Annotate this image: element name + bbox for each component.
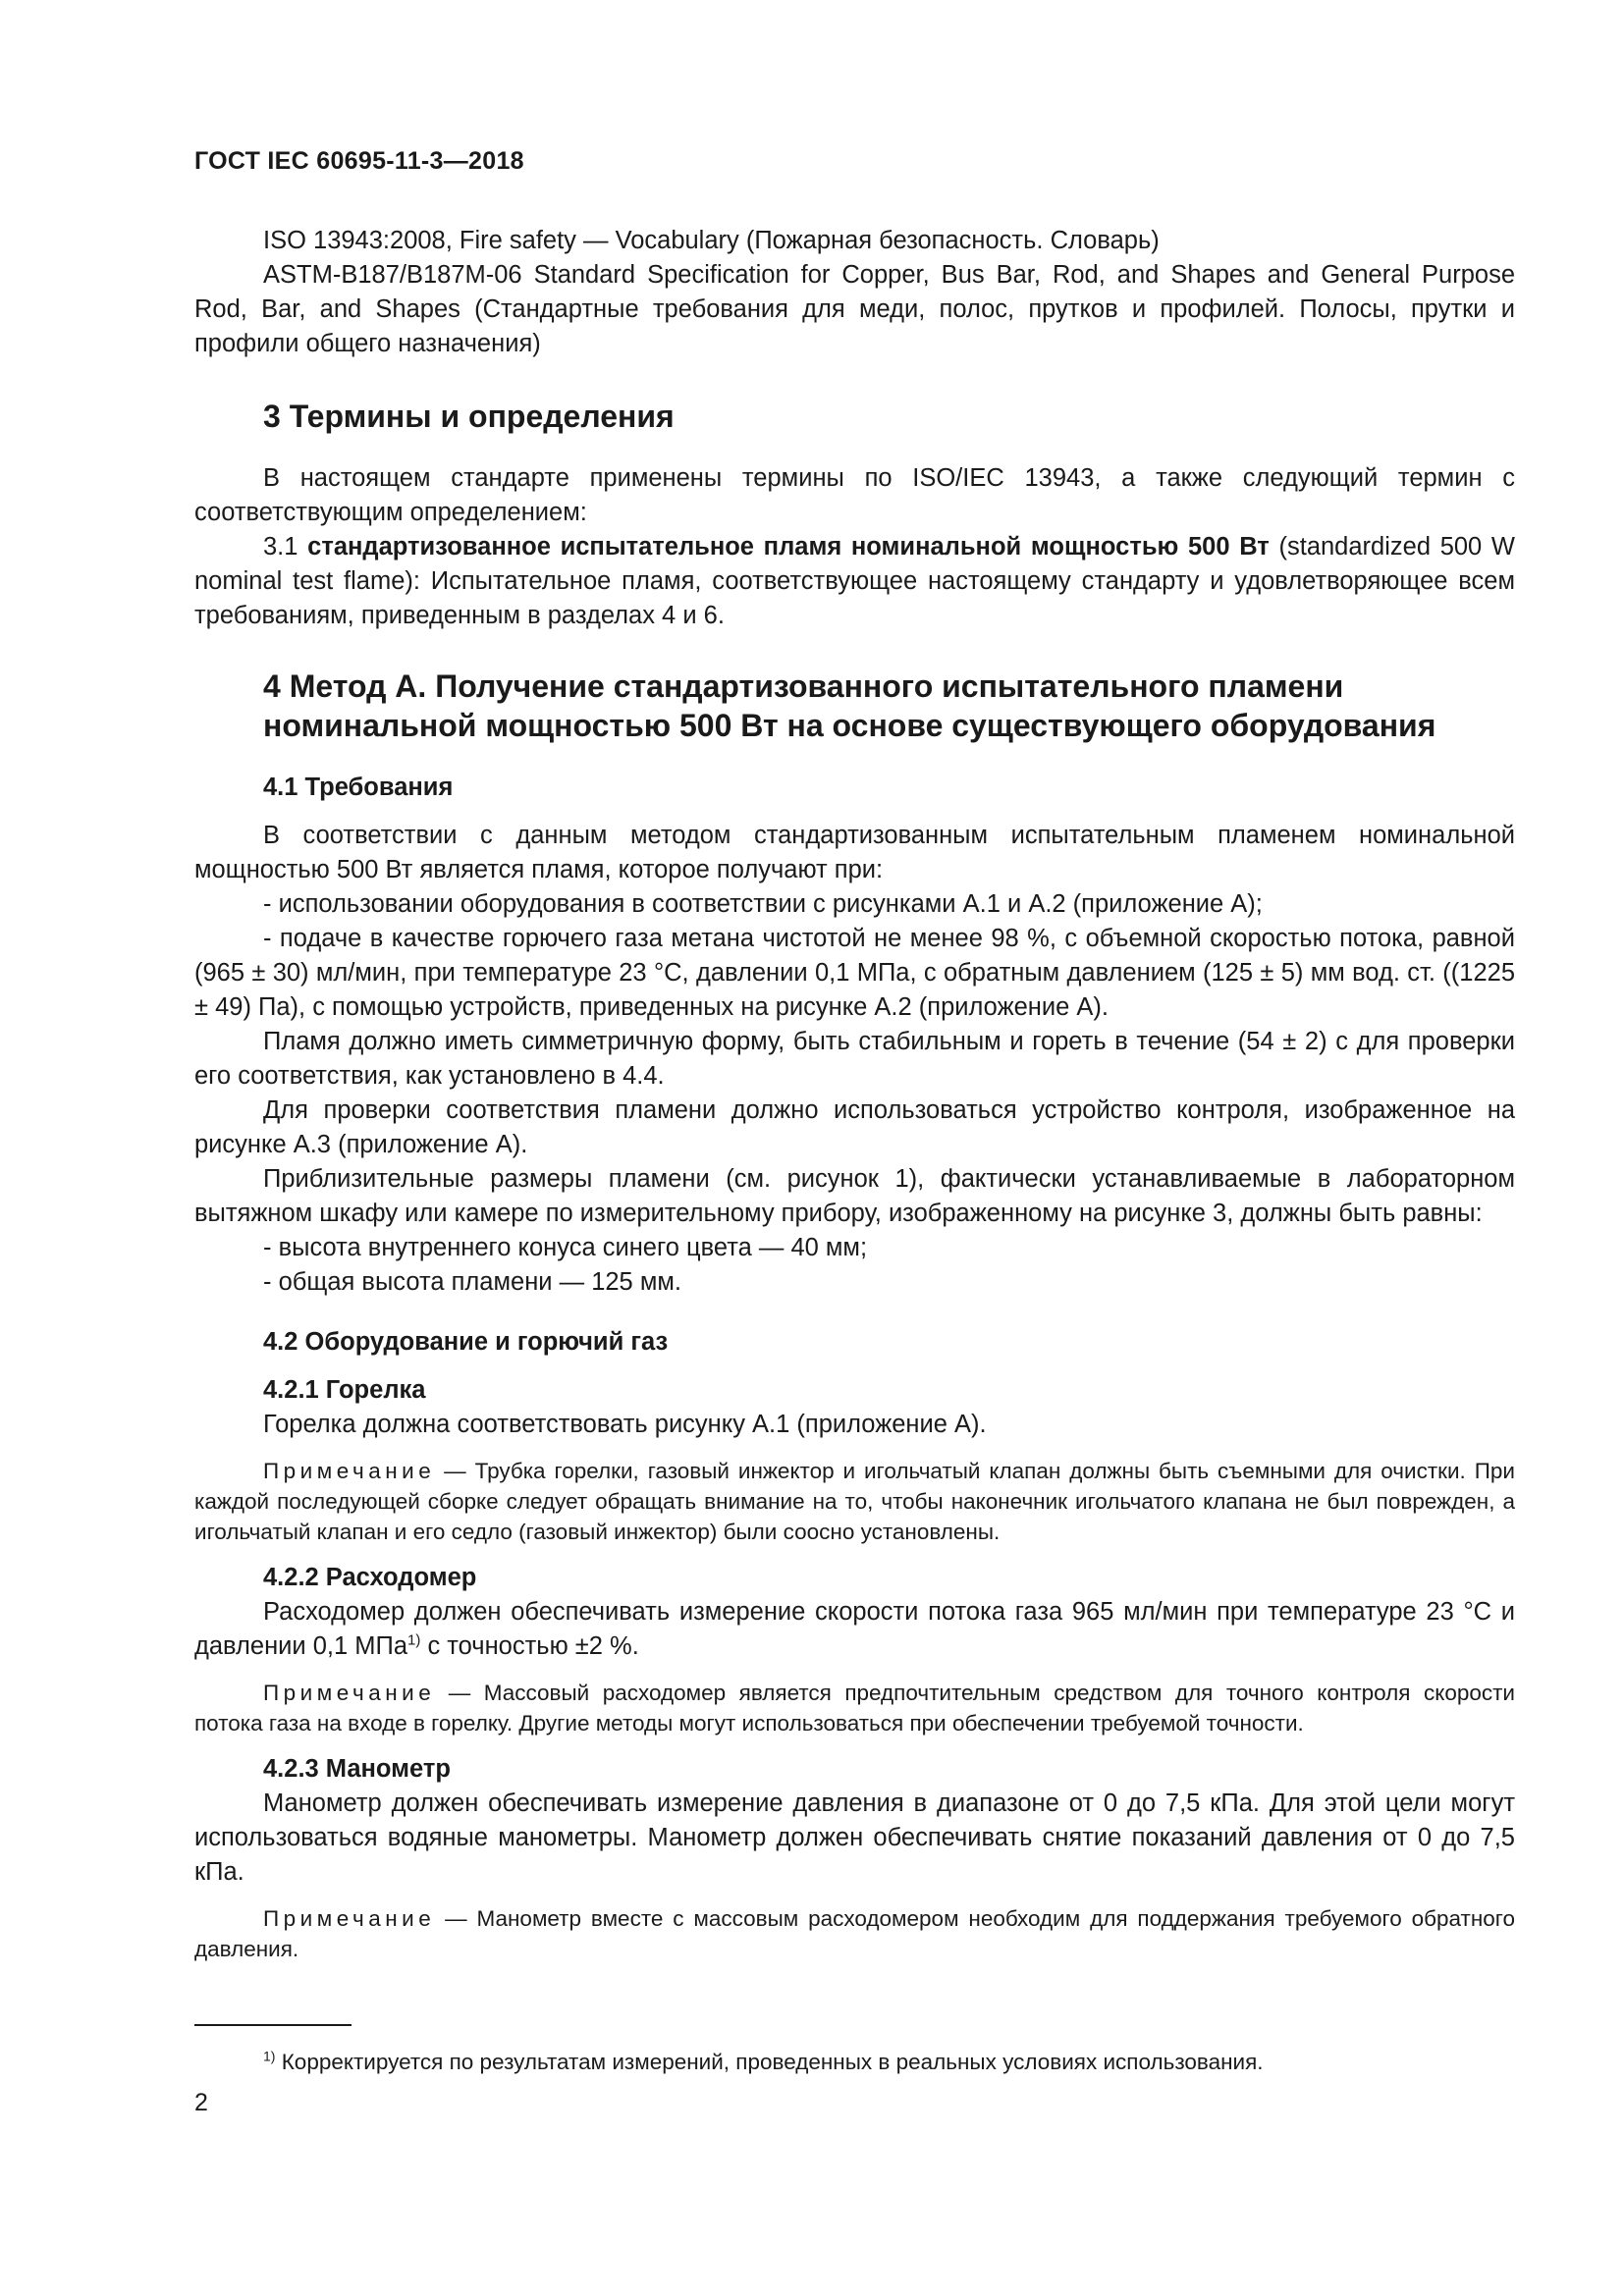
page-number: 2 xyxy=(194,2089,208,2116)
note-text: — Манометр вместе с массовым расходомером необходим для поддержания требуемого обратного давления. xyxy=(194,1906,1515,1961)
section-4-2-2-text xyxy=(194,1595,1515,1664)
section-4-1-paragraph: В соответствии с данным методом стандартизованным испытательным пламенем номинальной мощностью 500 Вт является пламя, которое получают при: xyxy=(194,822,1515,883)
section-4-1-paragraph: - высота внутреннего конуса синего цвета — 40 мм; xyxy=(263,1234,868,1261)
section-4-1-paragraph: - общая высота пламени — 125 мм. xyxy=(263,1268,681,1296)
reference-astm-b187: ASTM-B187/B187M-06 Standard Specification for Copper, Bus Bar, Rod, and Shapes and General Purpose Rod, Bar, and Shapes (Стандартные требования для меди, полос, прутков и профилей. Полосы, прутки и профили общего назначения) xyxy=(194,261,1515,357)
term-name: стандартизованное испытательное пламя номинальной мощностью 500 Вт xyxy=(307,533,1270,561)
text-part: Расходомер должен обеспечивать измерение скорости потока газа 965 мл/мин при температуре 23 °С и давлении 0,1 МПа xyxy=(194,1598,1515,1660)
note-text: — Массовый расходомер является предпочтительным средством для точного контроля скорости потока газа на входе в горелку. Другие методы могут использоваться при обеспечении требуемой точности. xyxy=(194,1681,1515,1735)
section-4-2-heading: 4.2 Оборудование и горючий газ xyxy=(263,1328,669,1356)
section-4-heading xyxy=(263,667,1515,745)
section-4-1-paragraph: - подаче в качестве горючего газа метана чистотой не менее 98 %, с объемной скоростью потока, равной (965 ± 30) мл/мин, при температуре 23 °С, давлении 0,1 МПа, с обратным давлением (125 ± 5) мм вод. ст. ((1225 ± 49) Па), с помощью устройств, приведенных на рисунке А.2 (приложение А). xyxy=(194,925,1515,1021)
section-4-2-1-note xyxy=(194,1456,1515,1547)
section-4-2-2-heading: 4.2.2 Расходомер xyxy=(263,1564,477,1591)
term-number: 3.1 xyxy=(263,533,308,561)
section-3-intro: В настоящем стандарте применены термины по ISO/IEC 13943, а также следующий термин с соответствующим определением: xyxy=(194,464,1515,526)
footnote-divider xyxy=(194,2024,352,2026)
page-content xyxy=(194,224,1515,1972)
section-4-1-heading: 4.1 Требования xyxy=(263,774,454,801)
footnote-marker: 1) xyxy=(263,2048,276,2064)
section-4-1-paragraph: Приблизительные размеры пламени (см. рисунок 1), фактически устанавливаемые в лабораторном вытяжном шкафу или камере по измерительному прибору, изображенному на рисунке 3, должны быть равны: xyxy=(194,1165,1515,1227)
note-text: — Трубка горелки, газовый инжектор и игольчатый клапан должны быть съемными для очистки. При каждой последующей сборке следует обращать внимание на то, чтобы наконечник игольчатого клапана не был поврежден, а игольчатый клапан и его седло (газовый инжектор) были соосно установлены. xyxy=(194,1459,1515,1544)
section-4-2-3-heading: 4.2.3 Манометр xyxy=(263,1755,451,1783)
section-4-1-paragraph: Пламя должно иметь симметричную форму, быть стабильным и гореть в течение (54 ± 2) с для проверки его соответствия, как установлено в 4.4. xyxy=(194,1028,1515,1090)
section-4-1-paragraph: - использовании оборудования в соответствии с рисунками А.1 и А.2 (приложение А); xyxy=(263,890,1263,918)
note-label: Примечание xyxy=(263,1459,436,1483)
footnote xyxy=(263,2050,1264,2075)
footnote-ref[interactable]: 1) xyxy=(407,1631,421,1649)
section-4-heading-line2: номинальной мощностью 500 Вт на основе существующего оборудования xyxy=(263,708,1436,743)
section-4-2-3-note xyxy=(194,1903,1515,1964)
note-label: Примечание xyxy=(263,1906,436,1931)
term-definition: (standardized 500 W nominal test flame): Испытательное пламя, соответствующее настоящему стандарту и удовлетворяющее всем требованиям, приведенным в разделах 4 и 6. xyxy=(194,533,1515,629)
section-4-heading-line1: 4 Метод А. Получение стандартизованного испытательного пламени xyxy=(263,668,1344,704)
section-4-2-1-text: Горелка должна соответствовать рисунку А.1 (приложение А). xyxy=(263,1411,987,1438)
section-4-2-3-text: Манометр должен обеспечивать измерение давления в диапазоне от 0 до 7,5 кПа. Для этой цели могут использоваться водяные манометры. Манометр должен обеспечивать снятие показаний давления от 0 до 7,5 кПа. xyxy=(194,1789,1515,1886)
note-label: Примечание xyxy=(263,1681,436,1705)
section-4-2-2-note xyxy=(194,1678,1515,1738)
section-4-1-paragraph: Для проверки соответствия пламени должно использоваться устройство контроля, изображенное на рисунке А.3 (приложение А). xyxy=(194,1096,1515,1158)
footnote-text: Корректируется по результатам измерений, проведенных в реальных условиях использования. xyxy=(275,2050,1264,2074)
term-3-1 xyxy=(194,530,1515,633)
section-3-heading: 3 Термины и определения xyxy=(263,399,675,434)
document-id-header: ГОСТ IEC 60695-11-3—2018 xyxy=(194,147,524,175)
reference-iso-13943: ISO 13943:2008, Fire safety — Vocabulary (Пожарная безопасность. Словарь) xyxy=(263,227,1160,254)
section-4-2-1-heading: 4.2.1 Горелка xyxy=(263,1376,426,1404)
text-part: с точностью ±2 %. xyxy=(420,1632,639,1660)
